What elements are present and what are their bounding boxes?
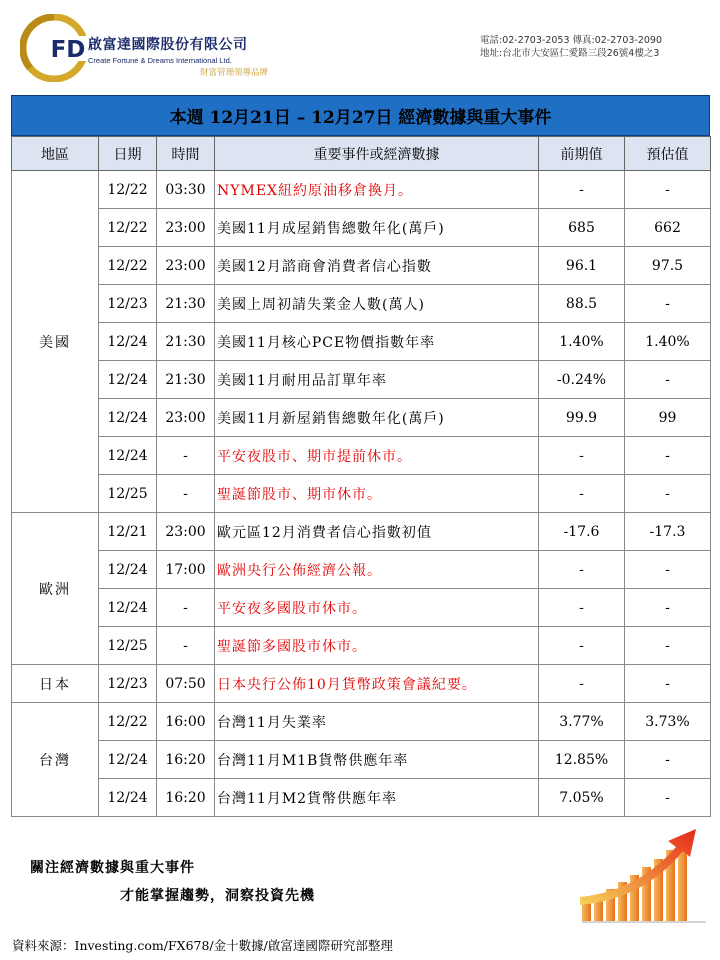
table-row <box>12 513 711 551</box>
date-cell: 12/21 <box>99 513 157 551</box>
previous-value-cell: 3.77% <box>539 703 625 741</box>
event-cell: 歐元區12月消費者信心指數初值 <box>215 513 539 551</box>
table-row <box>12 779 711 817</box>
forecast-value-cell: 3.73% <box>625 703 711 741</box>
date-cell: 12/24 <box>99 323 157 361</box>
event-cell: 歐洲央行公佈經濟公報。 <box>215 551 539 589</box>
company-logo-icon <box>20 14 88 82</box>
previous-value-cell: - <box>539 665 625 703</box>
date-cell: 12/24 <box>99 361 157 399</box>
previous-value-cell: - <box>539 171 625 209</box>
event-cell: 台灣11月M2貨幣供應年率 <box>215 779 539 817</box>
event-cell: 美國11月核心PCE物價指數年率 <box>215 323 539 361</box>
event-cell: 美國11月成屋銷售總數年化(萬戶) <box>215 209 539 247</box>
time-cell: 21:30 <box>157 323 215 361</box>
date-cell: 12/24 <box>99 399 157 437</box>
event-cell: 聖誕節多國股市休市。 <box>215 627 539 665</box>
time-cell: 23:00 <box>157 399 215 437</box>
event-cell: 平安夜股市、期市提前休市。 <box>215 437 539 475</box>
event-cell: 台灣11月M1B貨幣供應年率 <box>215 741 539 779</box>
forecast-value-cell: - <box>625 589 711 627</box>
previous-value-cell: - <box>539 437 625 475</box>
table-row <box>12 171 711 209</box>
forecast-value-cell: - <box>625 665 711 703</box>
forecast-value-cell: - <box>625 285 711 323</box>
previous-value-cell: 685 <box>539 209 625 247</box>
event-cell: 美國11月新屋銷售總數年化(萬戶) <box>215 399 539 437</box>
event-cell: 美國上周初請失業金人數(萬人) <box>215 285 539 323</box>
previous-value-cell: - <box>539 475 625 513</box>
table-row <box>12 209 711 247</box>
time-cell: 23:00 <box>157 513 215 551</box>
previous-value-cell: 7.05% <box>539 779 625 817</box>
table-row <box>12 551 711 589</box>
col-header-date: 日期 <box>99 137 157 171</box>
company-tagline: 財富管理領導品牌 <box>200 68 269 78</box>
events-table <box>11 136 711 817</box>
previous-value-cell: 99.9 <box>539 399 625 437</box>
phone-line: 電話:02-2703-2053 傳真:02-2703-2090 <box>480 35 663 46</box>
date-cell: 12/24 <box>99 779 157 817</box>
table-row <box>12 627 711 665</box>
time-cell: 16:20 <box>157 779 215 817</box>
col-header-previous: 前期值 <box>539 137 625 171</box>
date-cell: 12/24 <box>99 437 157 475</box>
date-cell: 12/22 <box>99 209 157 247</box>
time-cell: 16:00 <box>157 703 215 741</box>
company-block <box>88 34 268 78</box>
slogan-line-2: 才能掌握趨勢，洞察投資先機 <box>120 888 315 904</box>
forecast-value-cell: 1.40% <box>625 323 711 361</box>
forecast-value-cell: - <box>625 475 711 513</box>
time-cell: 16:20 <box>157 741 215 779</box>
table-row <box>12 361 711 399</box>
col-header-event: 重要事件或經濟數據 <box>215 137 539 171</box>
data-source: 資料來源：Investing.com/FX678/金十數據/啟富達國際研究部整理 <box>12 938 393 953</box>
previous-value-cell: 1.40% <box>539 323 625 361</box>
forecast-value-cell: - <box>625 627 711 665</box>
date-cell: 12/25 <box>99 475 157 513</box>
region-cell: 日本 <box>12 665 99 703</box>
table-header-row <box>12 137 711 171</box>
time-cell: 23:00 <box>157 209 215 247</box>
date-cell: 12/22 <box>99 247 157 285</box>
previous-value-cell: -0.24% <box>539 361 625 399</box>
table-row <box>12 399 711 437</box>
forecast-value-cell: - <box>625 551 711 589</box>
previous-value-cell: - <box>539 551 625 589</box>
col-header-time: 時間 <box>157 137 215 171</box>
growth-chart-icon <box>578 825 710 925</box>
table-row <box>12 247 711 285</box>
time-cell: 07:50 <box>157 665 215 703</box>
table-row <box>12 285 711 323</box>
table-row <box>12 703 711 741</box>
date-cell: 12/23 <box>99 665 157 703</box>
date-cell: 12/23 <box>99 285 157 323</box>
region-cell: 歐洲 <box>12 513 99 665</box>
forecast-value-cell: - <box>625 437 711 475</box>
previous-value-cell: - <box>539 589 625 627</box>
date-cell: 12/24 <box>99 551 157 589</box>
previous-value-cell: - <box>539 627 625 665</box>
time-cell: 23:00 <box>157 247 215 285</box>
forecast-value-cell: - <box>625 171 711 209</box>
time-cell: 03:30 <box>157 171 215 209</box>
region-cell: 美國 <box>12 171 99 513</box>
forecast-value-cell: 662 <box>625 209 711 247</box>
company-name-en: Create Fortune & Dreams International Ltd. <box>88 56 232 65</box>
previous-value-cell: 96.1 <box>539 247 625 285</box>
date-cell: 12/24 <box>99 589 157 627</box>
region-cell: 台灣 <box>12 703 99 817</box>
time-cell: - <box>157 589 215 627</box>
forecast-value-cell: - <box>625 741 711 779</box>
company-name-cn: 啟富達國際股份有限公司 <box>88 37 248 53</box>
contact-info <box>480 34 662 60</box>
event-cell: 台灣11月失業率 <box>215 703 539 741</box>
table-title-bar <box>11 95 710 136</box>
date-cell: 12/25 <box>99 627 157 665</box>
time-cell: 21:30 <box>157 361 215 399</box>
event-cell: 聖誕節股市、期市休市。 <box>215 475 539 513</box>
time-cell: - <box>157 627 215 665</box>
table-row <box>12 741 711 779</box>
table-title: 本週 12月21日 – 12月27日 經濟數據與重大事件 <box>169 108 552 128</box>
forecast-value-cell: 99 <box>625 399 711 437</box>
time-cell: - <box>157 475 215 513</box>
date-cell: 12/22 <box>99 703 157 741</box>
table-row <box>12 323 711 361</box>
forecast-value-cell: - <box>625 779 711 817</box>
table-row <box>12 665 711 703</box>
forecast-value-cell: 97.5 <box>625 247 711 285</box>
col-header-region: 地區 <box>12 137 99 171</box>
slogan-line-1: 關注經濟數據與重大事件 <box>30 860 195 876</box>
event-cell: 美國11月耐用品訂單年率 <box>215 361 539 399</box>
logo-letters: FD <box>50 37 86 63</box>
table-row <box>12 475 711 513</box>
col-header-forecast: 預估值 <box>625 137 711 171</box>
table-row <box>12 589 711 627</box>
event-cell: NYMEX紐約原油移倉換月。 <box>215 171 539 209</box>
previous-value-cell: -17.6 <box>539 513 625 551</box>
forecast-value-cell: - <box>625 361 711 399</box>
table-row <box>12 437 711 475</box>
date-cell: 12/24 <box>99 741 157 779</box>
previous-value-cell: 12.85% <box>539 741 625 779</box>
event-cell: 平安夜多國股市休市。 <box>215 589 539 627</box>
time-cell: 17:00 <box>157 551 215 589</box>
forecast-value-cell: -17.3 <box>625 513 711 551</box>
time-cell: 21:30 <box>157 285 215 323</box>
address-line: 地址:台北市大安區仁愛路三段26號4樓之3 <box>480 48 660 59</box>
event-cell: 日本央行公佈10月貨幣政策會議紀要。 <box>215 665 539 703</box>
previous-value-cell: 88.5 <box>539 285 625 323</box>
date-cell: 12/22 <box>99 171 157 209</box>
time-cell: - <box>157 437 215 475</box>
event-cell: 美國12月諮商會消費者信心指數 <box>215 247 539 285</box>
